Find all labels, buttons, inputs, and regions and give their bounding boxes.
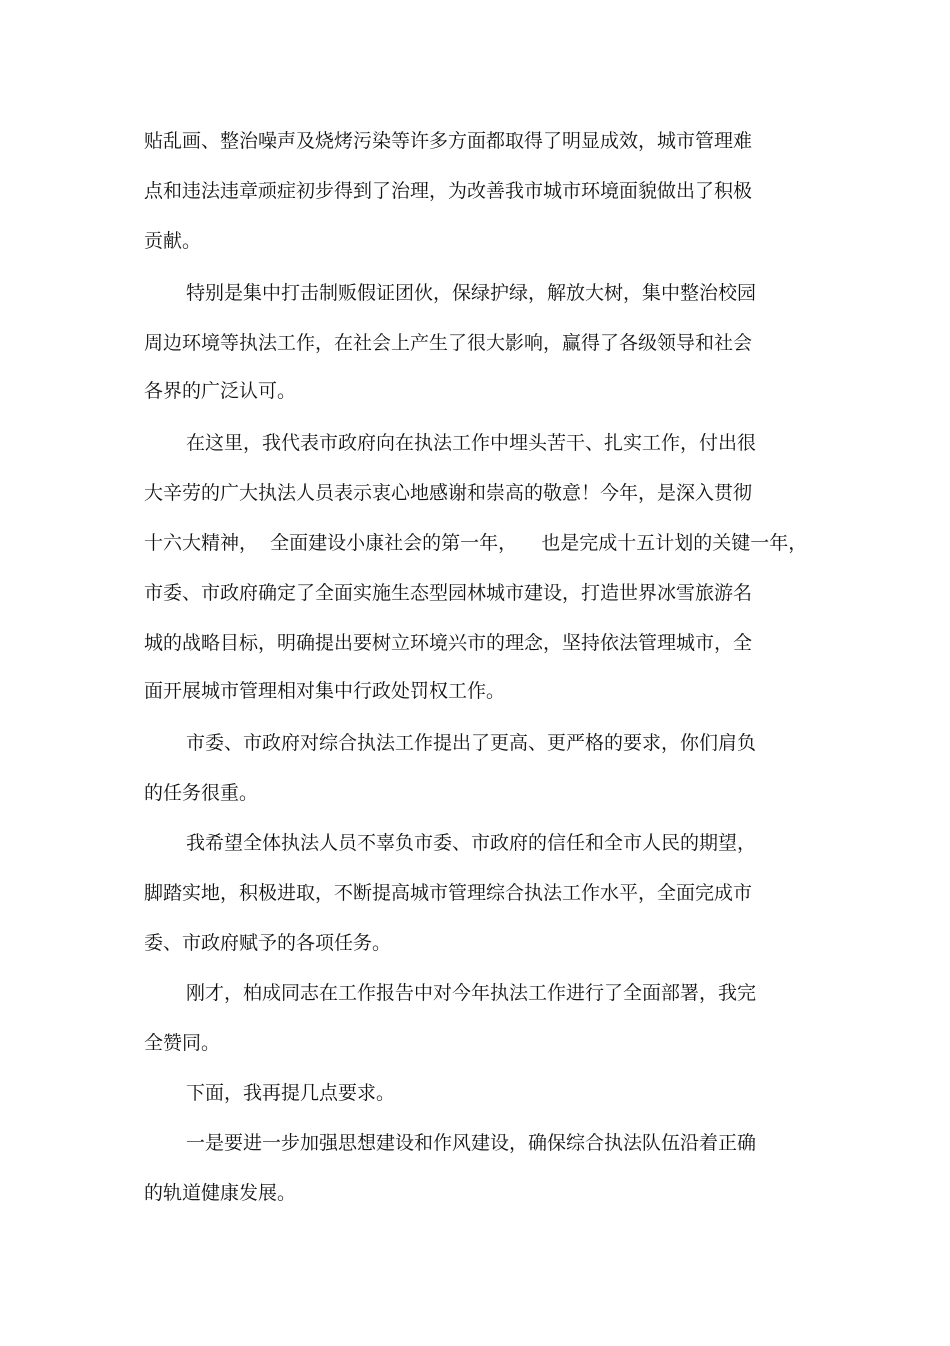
text-line: 委、市政府赋予的各项任务。 [144, 932, 392, 954]
text-line: 点和违法违章顽症初步得到了治理，为改善我市城市环境面貌做出了积极 [144, 180, 753, 202]
text-line: 十六大精神， 全面建设小康社会的第一年， 也是完成十五计划的关键一年， [144, 532, 808, 554]
text-line: 市委、市政府确定了全面实施生态型园林城市建设，打造世界冰雪旅游名 [144, 582, 753, 604]
text-line: 大辛劳的广大执法人员表示衷心地感谢和崇高的敬意！今年，是深入贯彻 [144, 482, 753, 504]
text-line: 脚踏实地，积极进取，不断提高城市管理综合执法工作水平，全面完成市 [144, 882, 753, 904]
text-line: 刚才，柏成同志在工作报告中对今年执法工作进行了全面部署，我完 [186, 982, 757, 1004]
text-line: 贡献。 [144, 230, 202, 252]
text-line: 我希望全体执法人员不辜负市委、市政府的信任和全市人民的期望， [186, 832, 757, 854]
text-line: 一是要进一步加强思想建设和作风建设，确保综合执法队伍沿着正确 [186, 1132, 757, 1154]
text-line: 周边环境等执法工作，在社会上产生了很大影响，赢得了各级领导和社会 [144, 332, 753, 354]
text-line: 各界的广泛认可。 [144, 380, 297, 402]
text-line: 在这里，我代表市政府向在执法工作中埋头苦干、扎实工作，付出很 [186, 432, 757, 454]
text-line: 市委、市政府对综合执法工作提出了更高、更严格的要求，你们肩负 [186, 732, 757, 754]
text-line: 城的战略目标，明确提出要树立环境兴市的理念，坚持依法管理城市，全 [144, 632, 753, 654]
text-line: 全赞同。 [144, 1032, 221, 1054]
text-line: 的任务很重。 [144, 782, 259, 804]
text-line: 下面，我再提几点要求。 [186, 1082, 396, 1104]
text-line: 特别是集中打击制贩假证团伙，保绿护绿，解放大树，集中整治校园 [186, 282, 757, 304]
text-line: 面开展城市管理相对集中行政处罚权工作。 [144, 680, 506, 702]
text-line: 贴乱画、整治噪声及烧烤污染等许多方面都取得了明显成效，城市管理难 [144, 130, 753, 152]
text-line: 的轨道健康发展。 [144, 1182, 297, 1204]
